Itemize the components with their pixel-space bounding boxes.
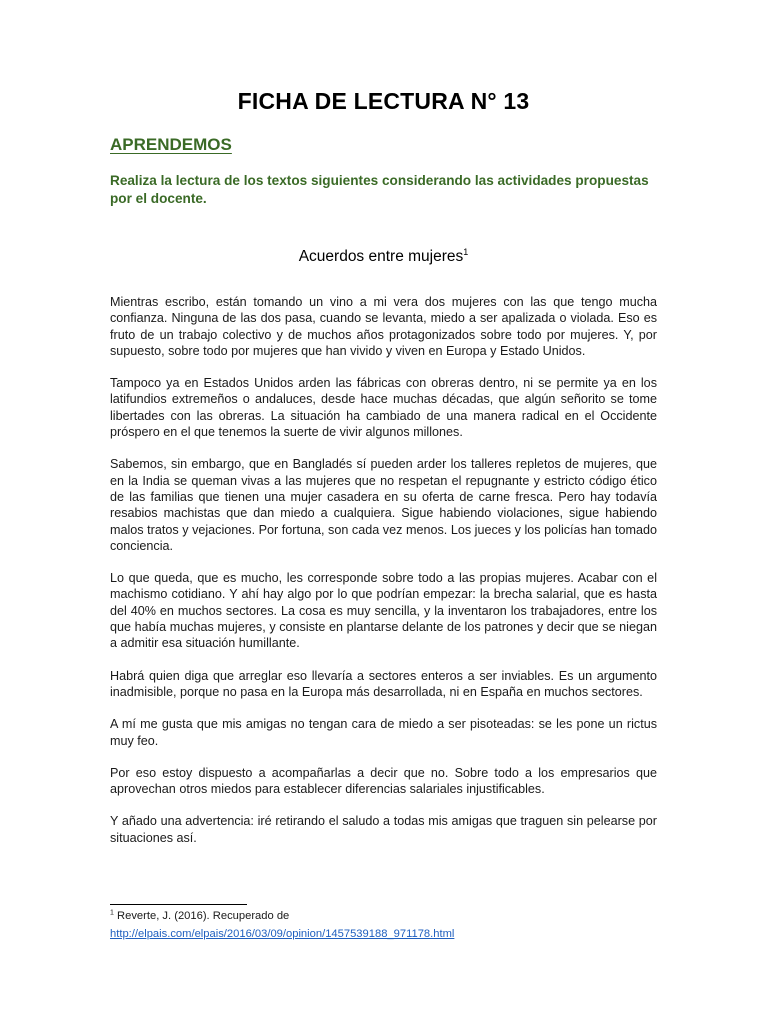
footnote-reference[interactable]: 1 [463,246,469,257]
paragraph: Tampoco ya en Estados Unidos arden las fábricas con obreras dentro, ni se permite ya en los latifundios extremeños o andaluces, desde hace muchas décadas, que algún señorito se tome libertades con las obreras. La situación ha cambiado de una manera radical en el Occidente próspero en el que tenemos la suerte de vivir algunos millones. [110,376,657,440]
footnote-citation [110,908,657,924]
article-title-text: Acuerdos entre mujeres [298,248,464,265]
section-heading: APRENDEMOS [110,135,232,154]
footnote-citation-text: Reverte, J. (2016). Recuperado de [117,910,290,922]
paragraph: A mí me gusta que mis amigas no tengan cara de miedo a ser pisoteadas: se les pone un rictus muy feo. [110,717,657,748]
footnote-link[interactable]: http://elpais.com/elpais/2016/03/09/opinion/1457539188_971178.html [110,928,455,940]
paragraph: Por eso estoy dispuesto a acompañarlas a decir que no. Sobre todo a los empresarios que aprovechan otros miedos para establecer diferencias salariales injustificables. [110,765,657,797]
paragraph: Y añado una advertencia: iré retirando el saludo a todas mis amigas que traguen sin pelearse por situaciones así. [110,814,657,845]
paragraph: Sabemos, sin embargo, que en Bangladés sí pueden arder los talleres repletos de mujeres, que en la India se queman vivas a las mujeres que no respetan el repugnante y estricto código ético de las familias que tienen una mujer casadera en su oferta de carne fresca. Pero hay todavía resabios machistas que dan miedo a cualquiera. Sigue habiendo violaciones, sigue habiendo malos tratos y vejaciones. Por fortuna, son cada vez menos. Los jueces y los policías han tomado conciencia. [110,457,657,553]
footnote [110,904,657,942]
instruction-text: Realiza la lectura de los textos siguientes considerando las actividades propuestas por el docente. [110,173,649,206]
page-title: FICHA DE LECTURA N° 13 [237,88,530,114]
footnote-marker: 1 [110,909,114,917]
article-body [110,294,657,846]
paragraph: Habrá quien diga que arreglar eso llevaría a sectores enteros a ser inviables. Es un argumento inadmisible, porque no pasa en la Europa más desarrollada, ni en España en muchos sectores. [110,668,657,699]
paragraph: Lo que queda, que es mucho, les corresponde sobre todo a las propias mujeres. Acabar con el machismo cotidiano. Y ahí hay algo por lo que podrían empezar: la brecha salarial, que es hasta del 40% en muchos sectores. La cosa es muy sencilla, y la inventaron los trabajadores, entre los que había muchas mujeres, y consiste en plantarse delante de los patrones y decir que se niegan a admitir esa situación humillante. [110,571,657,651]
paragraph: Mientras escribo, están tomando un vino a mi vera dos mujeres con las que tengo mucha confianza. Ninguna de las dos pasa, cuando se levanta, miedo a ser apalizada o violada. Eso es fruto de un trabajo colectivo y de muchos años protagonizados sobre todo por mujeres. Y, por supuesto, sobre todo por mujeres que han vivido y viven en Europa y Estado Unidos. [110,295,657,358]
article-title [110,248,657,266]
document-content [110,88,657,862]
footnote-divider [110,904,247,905]
